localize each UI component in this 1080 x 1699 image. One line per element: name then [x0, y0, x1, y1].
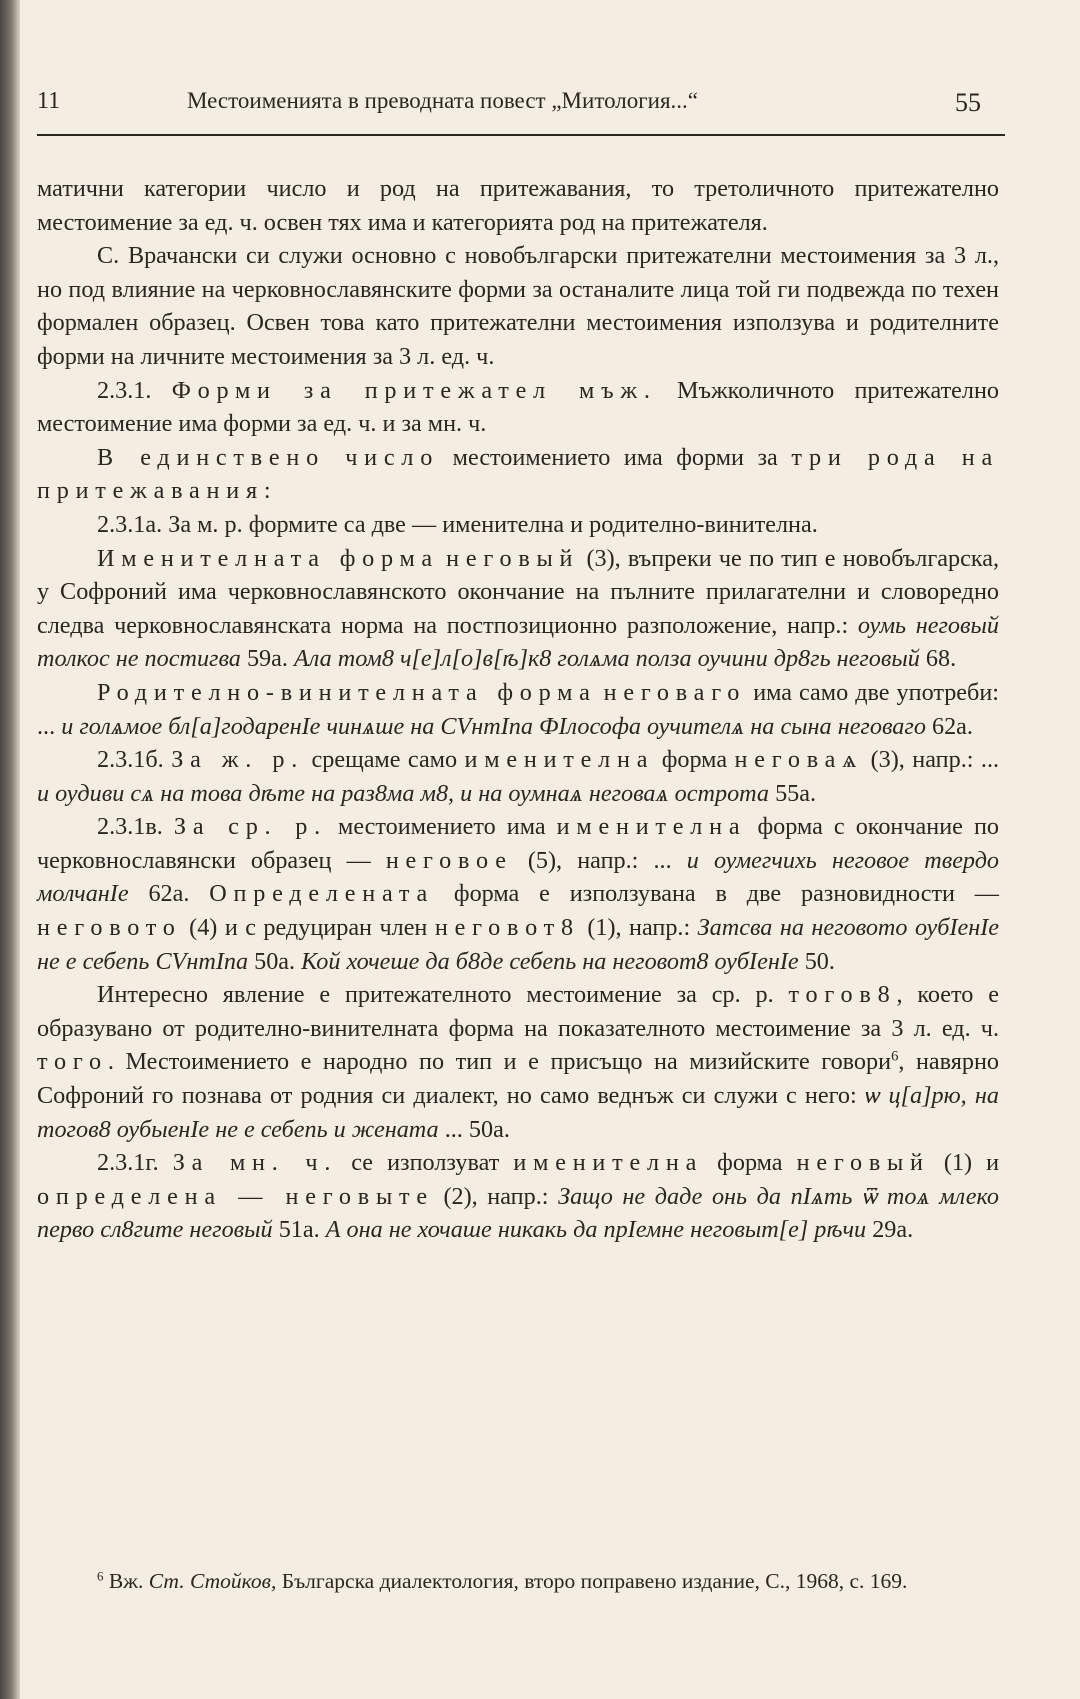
example-quote: ѡ ц[а]рю, на тогов8 оубыенIе не е себепь и жената: [37, 1082, 999, 1143]
example-quote: оумь неговый толкос не постигва: [37, 611, 999, 673]
paragraph-text: (1) и: [943, 1149, 1000, 1177]
paragraph-text: се използуват: [351, 1149, 500, 1177]
running-title: Местоименията в преводната повест „Митология...“: [187, 88, 699, 113]
spaced-term: три рода на притежавания:: [37, 443, 1000, 505]
spaced-term: именителна: [556, 813, 747, 841]
spaced-term: Именителната форма: [97, 544, 439, 572]
paragraph-text: Интересно явление е притежателното местоимение за ср. р.: [97, 981, 774, 1009]
footnote-author: Ст. Стойков,: [148, 1569, 277, 1593]
source-ref: 62а.: [931, 712, 973, 740]
spaced-term: Форми за притежател мъж.: [171, 376, 657, 404]
spaced-term: За ж. р.: [171, 746, 305, 774]
spaced-word: неговое: [385, 846, 513, 874]
section-number: 11: [37, 88, 61, 114]
paragraph-text: (4) и с редуциран член: [189, 914, 428, 942]
example-quote: и оумегчихь неговое твердо молчанIе: [37, 846, 1000, 908]
source-ref: 59а.: [246, 645, 288, 673]
paragraph-text: форма с окончание по черковнославянски образец —: [37, 813, 1000, 874]
book-spine-shadow: [0, 0, 20, 1699]
spaced-word: неговый: [796, 1149, 930, 1177]
source-ref: 50а.: [254, 947, 296, 975]
spaced-word: неговаго: [603, 678, 747, 706]
source-ref: 55а.: [775, 779, 817, 807]
example-quote: и голѧмое бл[а]годаренIе чинѧше на СVнтIпа ФIлософа оучителѧ на сына неговаго: [61, 712, 926, 740]
footnote-number: 6: [97, 1569, 104, 1584]
paragraph-2-3-1a: 2.3.1а. За м. р. формите са две — именителна и родително-винителна.: [97, 510, 818, 538]
paragraph-text: форма: [661, 746, 728, 774]
source-ref: 51а.: [278, 1216, 320, 1244]
paragraph-2-3-1v: [37, 810, 999, 978]
example-quote: Ала том8 ч[е]л[о]в[ѣ]к8 голѧма полза оучини др8гь неговый: [293, 645, 920, 673]
source-ref: 50.: [804, 947, 835, 975]
paragraph-text: (3), напр.: ...: [870, 746, 1000, 774]
spaced-word: неговото: [37, 914, 182, 942]
paragraph-1: матични категории число и род на притежавания, то третоличното притежателно местоимение за ед. ч. освен тях има и категорията род на притежателя.: [37, 175, 999, 236]
paragraph-2-3-1: [37, 374, 999, 441]
source-ref: 29а.: [872, 1216, 914, 1244]
paragraph-text: (1), напр.:: [587, 914, 691, 942]
paragraph-text: форма е използувана в две разновидности —: [453, 880, 999, 908]
paragraph-togovu: [37, 978, 999, 1146]
paragraph-nominative-form: [37, 542, 999, 676]
body-text: [37, 172, 999, 1247]
source-ref: ... 50а.: [444, 1115, 510, 1143]
spaced-word: неговаѧ: [734, 746, 864, 774]
footnote-text: Вж.: [108, 1569, 144, 1593]
paragraph-singular: [37, 441, 999, 508]
example-quote: Защо не даде онь да пIѧть ѿ тоѧ млеко перво сл8гите неговый: [37, 1182, 1000, 1244]
paragraph-text: (2), напр.:: [443, 1182, 549, 1210]
header-rule: [37, 134, 1005, 136]
paragraph-text: (5), напр.: ...: [527, 846, 672, 874]
spaced-term: определена — неговыте: [37, 1182, 434, 1210]
spaced-term: Определената: [209, 880, 435, 908]
footnote-text: Българска диалектология, второ поправено издание, С., 1968, с. 169.: [281, 1569, 908, 1593]
spaced-word: неговот8: [434, 914, 580, 942]
section-number: 2.3.1в.: [97, 813, 163, 841]
paragraph-text: има само две употреби: ...: [37, 678, 1000, 740]
paragraph-text: форма: [717, 1149, 783, 1177]
spaced-word: того: [37, 1048, 108, 1076]
spaced-term: Родително-винителната форма: [97, 678, 597, 706]
paragraph-text: Мъжколичното притежателно местоимение има форми за ед. ч. и за мн. ч.: [37, 376, 1000, 438]
paragraph-text: , навярно Софроний го познава от родния си диалект, но само веднъж си служи с него:: [37, 1048, 999, 1110]
spaced-term: За ср. р.: [173, 813, 327, 841]
paragraph-genitive-form: [37, 676, 999, 743]
paragraph-text: . Местоимението е народно по тип и е присъщо на мизийските говори: [107, 1048, 892, 1076]
section-number: 2.3.1б.: [97, 746, 164, 774]
section-number: 2.3.1г.: [97, 1149, 159, 1177]
paragraph-text: срещаме само: [311, 746, 458, 774]
example-quote: и оудиви сѧ на това дѣте на раз8ма м8, и на оумнаѧ неговаѧ острота: [37, 779, 770, 807]
paragraph-2-3-1b: [37, 743, 999, 810]
example-quote: Кой хочеше да б8де себепь на неговот8 оубIенIе: [301, 947, 799, 975]
spaced-word: тогов8: [788, 981, 897, 1009]
source-ref: 62а.: [148, 880, 190, 908]
section-number: 2.3.1.: [97, 376, 152, 404]
source-ref: 68.: [925, 645, 957, 673]
spaced-term: именителна: [464, 746, 655, 774]
example-quote: Затсва на неговото оубIенIе не е себепь СVнтIпа: [37, 914, 1000, 975]
paragraph-text: , което е образувано от родително-винителната форма на показателното местоимение за 3 л. ед. ч.: [37, 981, 999, 1042]
paragraph-text: (3), въпреки че по тип е новобългарска, у Софроний има черковнославянското окончание на пълните прилагателни и словоредно следва черковнославянската норма на постпозиционно разположение, напр.:: [37, 544, 1000, 639]
paragraph-2: С. Врачански си служи основно с новобългарски притежателни местоимения за 3 л., но под влияние на черковнославянските форми за останалите лица той ги подвежда по техен формален образец. Освен това като притежателни местоимения използува и родителните форми на личните местоимения за 3 л. ед. ч.: [37, 242, 999, 370]
footnote: [37, 1566, 999, 1596]
paragraph-text: местоимението има: [338, 813, 546, 841]
spaced-term: именителна: [513, 1149, 704, 1177]
page-number: 55: [955, 88, 981, 117]
spaced-term: За мн. ч.: [172, 1149, 338, 1177]
example-quote: А она не хочаше никакь да прIемне неговыт[е] рѣчи: [325, 1216, 867, 1244]
spaced-word: неговый: [446, 544, 580, 572]
paragraph-text: местоимението има форми за: [452, 443, 778, 471]
footnote-marker: 6: [891, 1048, 899, 1065]
running-header: [37, 88, 1037, 128]
paragraph-2-3-1g: [37, 1146, 999, 1247]
spaced-term: В единствено число: [97, 443, 440, 471]
